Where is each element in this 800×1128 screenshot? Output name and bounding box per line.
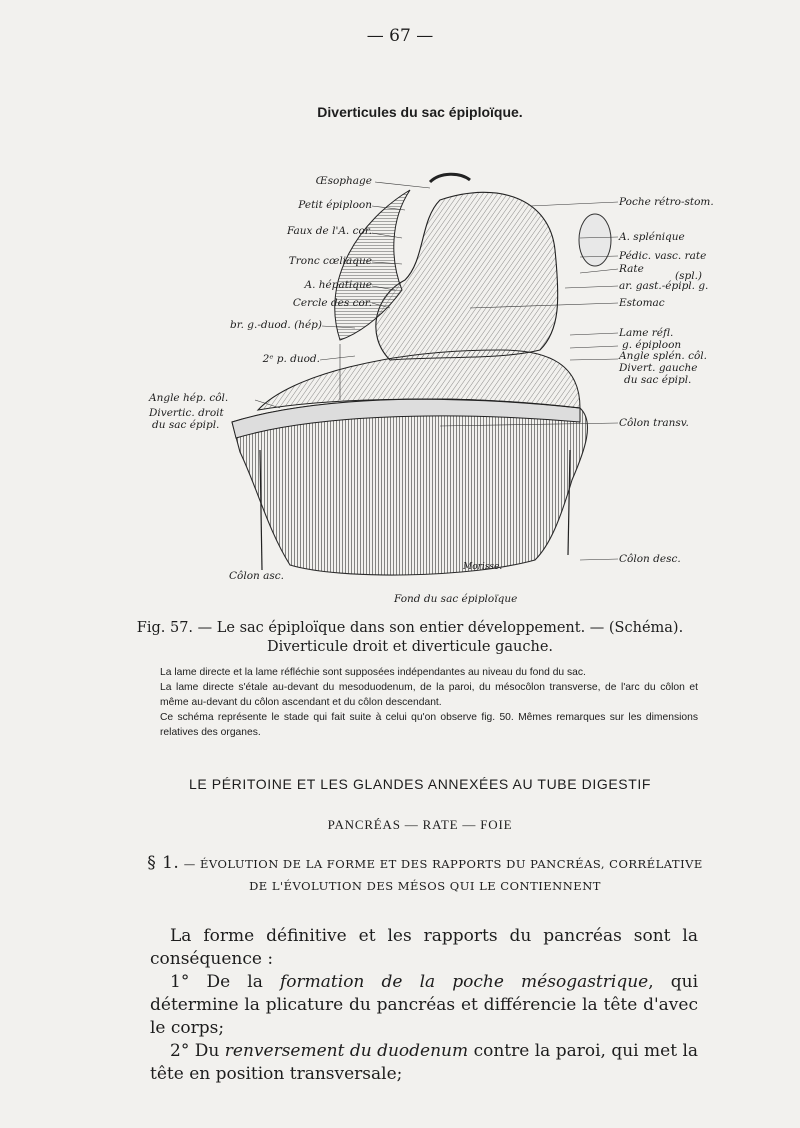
label-pedic-vasc-rate: Pédic. vasc. rate <box>619 250 707 262</box>
label-a-splenique: A. splénique <box>619 231 685 243</box>
item-2-emphasis: renversement du duodenum <box>224 1041 469 1061</box>
item-1-pre: De la <box>206 972 263 992</box>
label-colon-desc: Côlon desc. <box>619 553 681 565</box>
stomach-shape <box>376 192 558 360</box>
label-angle-splen-col: Angle splén. côl. <box>619 350 707 362</box>
label-a-hepatique: A. hépatique <box>304 279 372 291</box>
caption-line-1: Fig. 57. — Le sac épiploïque dans son entier développement. — (Schéma). <box>136 620 684 636</box>
item-1-emphasis: formation de la poche mésogastrique <box>280 972 649 992</box>
label-poche-retro-stom: Poche rétro-stom. <box>619 196 714 208</box>
item-2-post: contre la paroi, qui met la tête en position transversale; <box>150 1041 699 1084</box>
page-number: — 67 — <box>366 26 434 46</box>
label-2e-p-duod: 2ᵉ p. duod. <box>262 353 320 365</box>
section-line-1: — ÉVOLUTION DE LA FORME ET DES RAPPORTS DU PANCRÉAS, CORRÉLATIVE <box>183 857 703 871</box>
engraver-signature: Morisse. <box>463 562 503 572</box>
body-item-2 <box>150 1040 698 1086</box>
figure-notes <box>160 665 698 740</box>
label-oesophagus: Œsophage <box>315 175 372 187</box>
label-du-sac-epipl-right: du sac épipl. <box>624 374 692 386</box>
label-ar-gast-epipl-g: ar. gast.-épipl. g. <box>619 280 709 292</box>
label-spl: (spl.) <box>675 270 702 282</box>
note-3: Ce schéma représente le stade qui fait suite à celui qu'on observe fig. 50. Mêmes remarques sur les dimensions relatives des organes. <box>160 712 698 738</box>
label-divertic-droit: Divertic. droit <box>149 407 224 419</box>
item-2-pre: Du <box>194 1041 220 1061</box>
item-1-number: 1° <box>170 972 190 992</box>
label-cercle-des-cor: Cercle des cor. <box>292 297 372 309</box>
body-intro: La forme définitive et les rapports du pancréas sont la conséquence : <box>150 926 698 969</box>
caption-line-2: Diverticule droit et diverticule gauche. <box>266 639 554 655</box>
item-1-post: , qui détermine la plicature du pancréas et différencie la tête d'avec le corps; <box>150 972 699 1038</box>
label-du-sac-epipl-left: du sac épipl. <box>152 419 220 431</box>
body-text <box>150 925 698 1086</box>
spleen-shape <box>579 214 611 266</box>
label-divert-gauche: Divert. gauche <box>619 362 698 374</box>
label-rate: Rate <box>619 263 644 275</box>
chapter-subtitle: PANCRÉAS — RATE — FOIE <box>327 817 513 832</box>
section-number: § 1. <box>147 853 180 873</box>
label-br-g-duod: br. g.-duod. (hép) <box>230 319 322 331</box>
label-g-epiploon: g. épiploon <box>622 339 682 351</box>
label-tronc-coeliaque: Tronc cœliaque <box>288 255 372 267</box>
label-colon-asc: Côlon asc. <box>229 570 285 582</box>
label-lame-refl: Lame réfl. <box>619 327 674 339</box>
label-petit-epiploon: Petit épiploon <box>298 199 372 211</box>
section-line-2: DE L'ÉVOLUTION DES MÉSOS QUI LE CONTIENNENT <box>249 879 601 893</box>
label-fond-du-sac: Fond du sac épiploïque <box>394 593 518 605</box>
section-heading <box>145 852 705 897</box>
figure-caption <box>0 619 800 657</box>
chapter-title: LE PÉRITOINE ET LES GLANDES ANNEXÉES AU TUBE DIGESTIF <box>188 776 652 792</box>
body-item-1 <box>150 971 698 1040</box>
note-2: La lame directe s'étale au-devant du mesoduodenum, de la paroi, du mésocôlon transverse, de l'arc du côlon et même au-devant du côlon ascendant et du côlon descendant. <box>160 682 698 708</box>
label-colon-transv: Côlon transv. <box>619 417 689 429</box>
item-2-number: 2° <box>170 1041 190 1061</box>
label-faux-a-cor: Faux de l'A. cor. <box>286 225 372 237</box>
note-1: La lame directe et la lame réfléchie sont supposées indépendantes au niveau du fond du sac. <box>160 667 586 678</box>
label-estomac: Estomac <box>619 297 665 309</box>
anatomical-figure <box>140 160 720 610</box>
figure-heading: Diverticules du sac épiploïque. <box>317 104 523 120</box>
oesophagus-shape <box>430 174 470 182</box>
label-angle-hep-col: Angle hép. côl. <box>149 392 229 404</box>
